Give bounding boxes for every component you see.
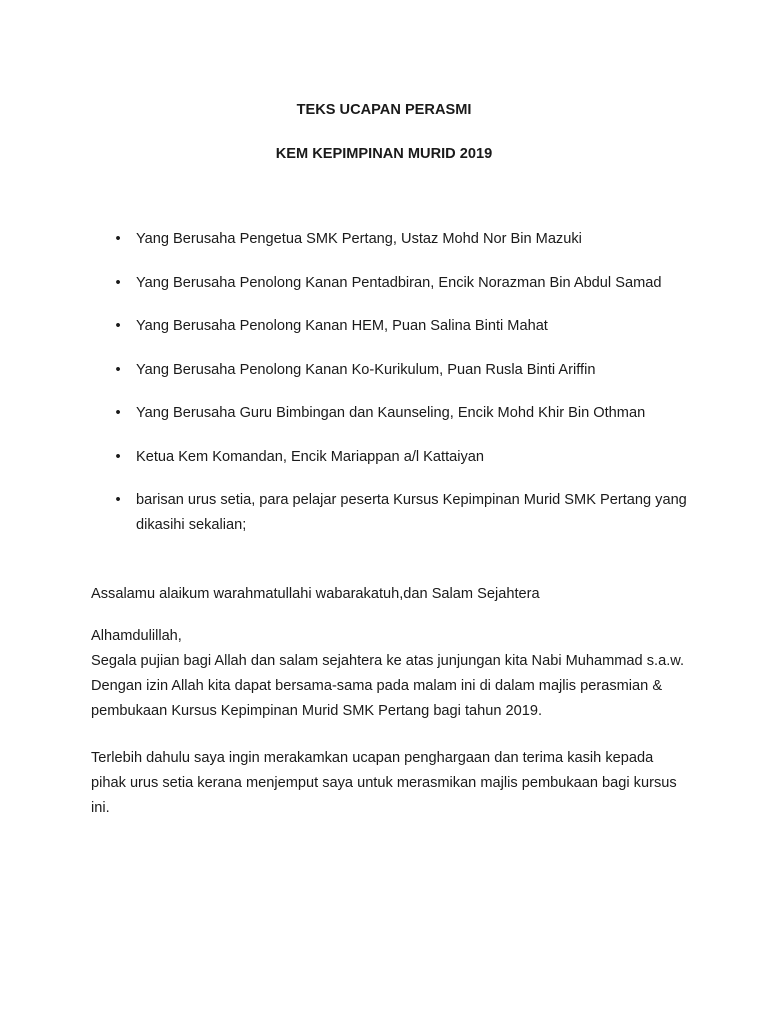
- gratitude-paragraph: Terlebih dahulu saya ingin merakamkan ucapan penghargaan dan terima kasih kepada pihak urus setia kerana menjemput saya untuk merasmikan majlis pembukaan bagi kursus ini.: [91, 750, 677, 816]
- bullet-icon: •: [115, 318, 121, 334]
- document-title: TEKS UCAPAN PERASMI: [296, 102, 472, 118]
- salutation-text: barisan urus setia, para pelajar peserta Kursus Kepimpinan Murid SMK Pertang yang dikasihi sekalian;: [136, 492, 687, 533]
- praise-text: Segala pujian bagi Allah dan salam sejahtera ke atas junjungan kita Nabi Muhammad s.a.w. Dengan izin Allah kita dapat bersama-sama pada malam ini di dalam majlis perasmian & pembukaan Kursus Kepimpinan Murid SMK Pertang bagi tahun 2019.: [91, 653, 685, 719]
- bullet-icon: •: [115, 492, 121, 508]
- greeting-paragraph: Assalamu alaikum warahmatullahi wabarakatuh,dan Salam Sejahtera: [91, 586, 540, 602]
- salutation-text: Yang Berusaha Penolong Kanan HEM, Puan Salina Binti Mahat: [136, 318, 548, 334]
- salutation-list: [0, 227, 768, 557]
- salutation-text: Yang Berusaha Penolong Kanan Pentadbiran, Encik Norazman Bin Abdul Samad: [136, 274, 662, 291]
- alhamdulillah-line: Alhamdulillah,: [91, 628, 182, 644]
- list-item: [0, 227, 768, 252]
- document-subtitle: KEM KEPIMPINAN MURID 2019: [275, 146, 493, 162]
- salutation-text: Yang Berusaha Pengetua SMK Pertang, Ustaz Mohd Nor Bin Mazuki: [136, 231, 582, 247]
- list-item: [0, 314, 768, 339]
- bullet-icon: •: [115, 231, 121, 247]
- list-item: [0, 358, 768, 383]
- praise-paragraph: [91, 624, 691, 724]
- list-item: [0, 401, 768, 426]
- list-item: [0, 271, 768, 296]
- bullet-icon: •: [115, 448, 121, 465]
- bullet-icon: •: [115, 274, 121, 291]
- list-item: [0, 488, 768, 538]
- bullet-icon: •: [115, 405, 121, 421]
- list-item: [0, 445, 768, 470]
- bullet-icon: •: [115, 361, 121, 378]
- salutation-text: Ketua Kem Komandan, Encik Mariappan a/l Kattaiyan: [136, 448, 485, 465]
- salutation-text: Yang Berusaha Guru Bimbingan dan Kaunseling, Encik Mohd Khir Bin Othman: [136, 405, 646, 421]
- salutation-text: Yang Berusaha Penolong Kanan Ko-Kurikulum, Puan Rusla Binti Ariffin: [136, 361, 596, 378]
